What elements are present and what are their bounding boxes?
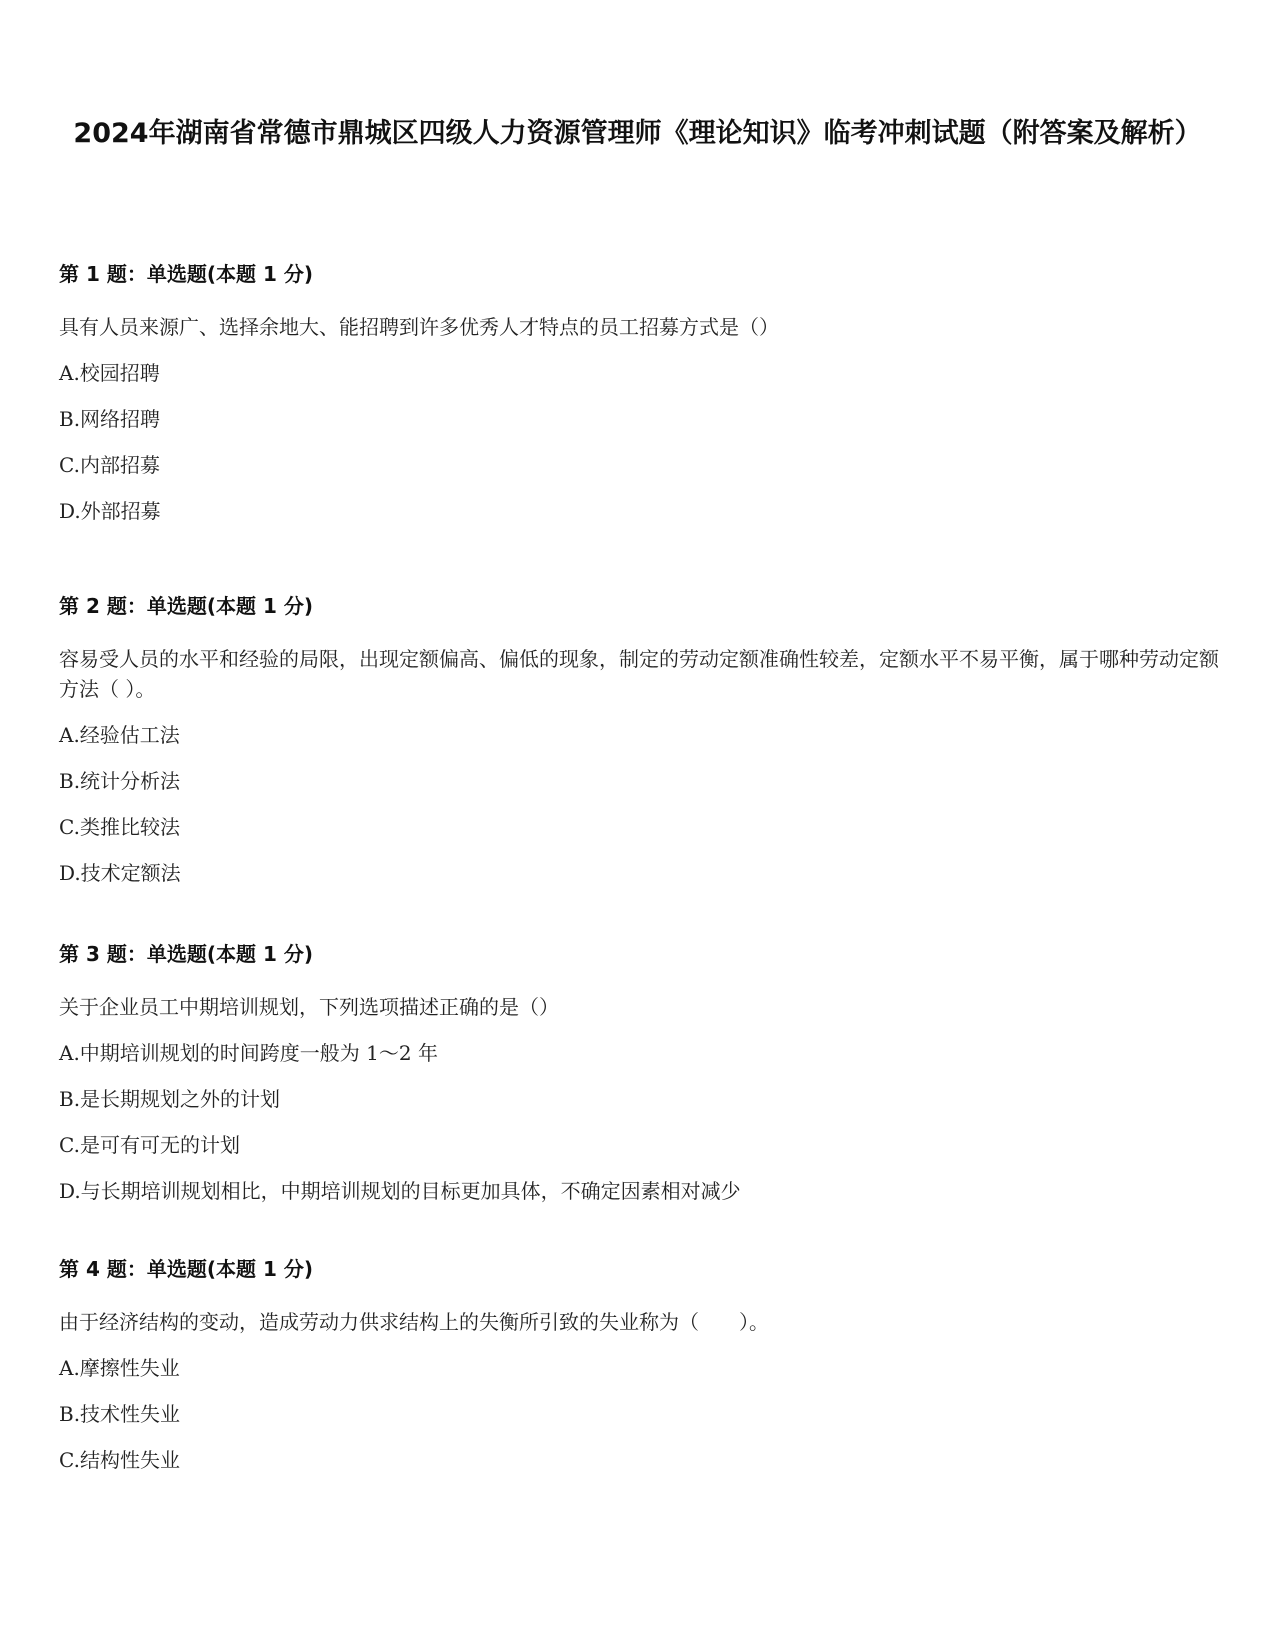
option-d: D.外部招募 [59, 499, 161, 523]
option-d: D.技术定额法 [59, 861, 181, 885]
option-a: A.校园招聘 [59, 361, 160, 385]
option-a: A.摩擦性失业 [59, 1356, 180, 1380]
option-c: C.是可有可无的计划 [59, 1133, 240, 1157]
option-c: C.类推比较法 [59, 815, 180, 839]
question-2 [59, 592, 1219, 888]
question-header: 第 2 题：单选题(本题 1 分) [59, 594, 313, 618]
question-stem: 具有人员来源广、选择余地大、能招聘到许多优秀人才特点的员工招募方式是（） [59, 315, 779, 339]
option-c: C.结构性失业 [59, 1448, 180, 1472]
question-1 [59, 260, 1219, 526]
question-3 [59, 940, 1219, 1206]
option-b: B.技术性失业 [59, 1402, 181, 1426]
option-b: B.网络招聘 [59, 407, 161, 431]
question-stem: 关于企业员工中期培训规划，下列选项描述正确的是（） [59, 995, 559, 1019]
option-d: D.与长期培训规划相比，中期培训规划的目标更加具体，不确定因素相对减少 [59, 1179, 741, 1203]
question-stem: 容易受人员的水平和经验的局限，出现定额偏高、偏低的现象，制定的劳动定额准确性较差，定额水平不易平衡，属于哪种劳动定额方法（ ）。 [59, 647, 1219, 701]
option-a: A.中期培训规划的时间跨度一般为 1～2 年 [59, 1041, 438, 1065]
option-list [59, 1038, 1219, 1206]
question-header: 第 4 题：单选题(本题 1 分) [59, 1257, 313, 1281]
question-stem: 由于经济结构的变动，造成劳动力供求结构上的失衡所引致的失业称为（ ）。 [59, 1310, 769, 1334]
question-header: 第 3 题：单选题(本题 1 分) [59, 942, 313, 966]
question-header: 第 1 题：单选题(本题 1 分) [59, 262, 313, 286]
question-4 [59, 1255, 1219, 1475]
option-list [59, 720, 1219, 888]
option-a: A.经验估工法 [59, 723, 180, 747]
option-list [59, 358, 1219, 526]
document-title: 2024年湖南省常德市鼎城区四级人力资源管理师《理论知识》临考冲刺试题（附答案及解析） [73, 118, 1202, 149]
option-b: B.统计分析法 [59, 769, 181, 793]
option-c: C.内部招募 [59, 453, 160, 477]
option-b: B.是长期规划之外的计划 [59, 1087, 281, 1111]
option-list [59, 1353, 1219, 1475]
